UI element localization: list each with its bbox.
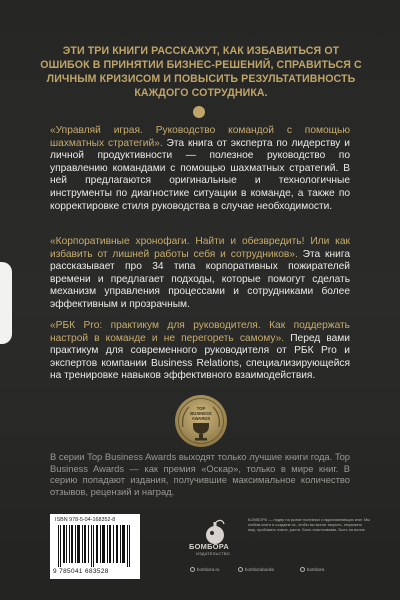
badge-line-awards: AWARDS bbox=[191, 416, 211, 421]
globe-icon bbox=[190, 567, 195, 572]
social-website[interactable] bbox=[190, 567, 219, 572]
publisher-socials bbox=[190, 567, 370, 577]
book-description: Эта книга рассказывает про 34 типа корпоративных пожирателей времени и предлагает подходы, которые помогут сделать механизм управления процессами и сотрудниками более эффективным и прозрачным. bbox=[50, 248, 350, 310]
series-description: В серии Top Business Awards выходят только лучшие книги года. Top Business Awards — как премия «Оскар», только в мире книг. В серию попадают издания, получившие максимальное количество отзывов, рецензий и наград. bbox=[50, 451, 350, 497]
social-account[interactable] bbox=[300, 567, 324, 572]
cover-tab-cutout bbox=[0, 262, 12, 344]
social-label: bombora.ru bbox=[197, 567, 220, 572]
book-description: Перед вами практикум для современного руководителя от РБК Pro и экспертов компании Business Relations, специализирующейся на тренировке навыков эффективного взаимодействия. bbox=[50, 332, 350, 382]
isbn-barcode-box bbox=[50, 514, 140, 579]
social-label: bomborabooks bbox=[245, 567, 275, 572]
book-blurb-2 bbox=[50, 236, 350, 312]
book-title: «РБК Pro: практикум для руководителя. Как поддержать настрой в команде и не перегореть самому». bbox=[50, 320, 350, 344]
social-network-icon bbox=[238, 567, 243, 572]
publisher-name: БОМБОРА bbox=[189, 542, 229, 551]
isbn-number: ISBN 978-5-04-168352-8 bbox=[55, 517, 116, 523]
barcode-digits: 9 785041 683528 bbox=[53, 568, 109, 575]
book-description: Эта книга от эксперта по лидерству и личной продуктивности — полезное руководство по управлению командами с помощью шахматных стратегий. В ней предлагаются оригинальные и технологичные инструменты по диагностике ситуации в команде, а также по корректировке стиля руководства в случае необходимости. bbox=[50, 137, 350, 212]
barcode-icon bbox=[56, 525, 134, 567]
book-title: «Корпоративные хронофаги. Найти и обезвредить! Или как избавить от лишней работы себя и сотрудников». bbox=[50, 236, 350, 260]
cover-footer bbox=[50, 507, 368, 587]
social-label: bombora bbox=[307, 567, 325, 572]
publisher-subtitle: ИЗДАТЕЛЬСТВО bbox=[196, 551, 230, 556]
book-blurb-1 bbox=[50, 125, 350, 213]
publisher-note: БОМБОРА — лидер на рынке полезных и вдохновляющих книг. Мы любим книги и создаем их, чтобы вы могли творить, открывать мир, пробовать новое, расти. Быть счастливыми. Быть на волне. bbox=[248, 517, 370, 532]
badge-line-top: TOP bbox=[196, 406, 206, 411]
camera-icon bbox=[300, 567, 305, 572]
cover-headline: ЭТИ ТРИ КНИГИ РАССКАЖУТ, КАК ИЗБАВИТЬСЯ ОТ ОШИБОК В ПРИНЯТИИ БИЗНЕС-РЕШЕНИЙ, СПРАВИТЬСЯ С ЛИЧНЫМ КРИЗИСОМ И ПОВЫСИТЬ РЕЗУЛЬТАТИВНОСТЬ КАЖДОГО СОТРУДНИКА. bbox=[40, 45, 362, 99]
book-blurb-3 bbox=[50, 320, 350, 383]
top-business-awards-badge-icon bbox=[173, 393, 229, 449]
book-title: «Управляй играя. Руководство командой с помощью шахматных стратегий». bbox=[50, 125, 350, 149]
gold-dot-divider bbox=[193, 106, 205, 118]
social-books[interactable] bbox=[238, 567, 274, 572]
badge-line-business: BUSINESS bbox=[190, 411, 212, 416]
